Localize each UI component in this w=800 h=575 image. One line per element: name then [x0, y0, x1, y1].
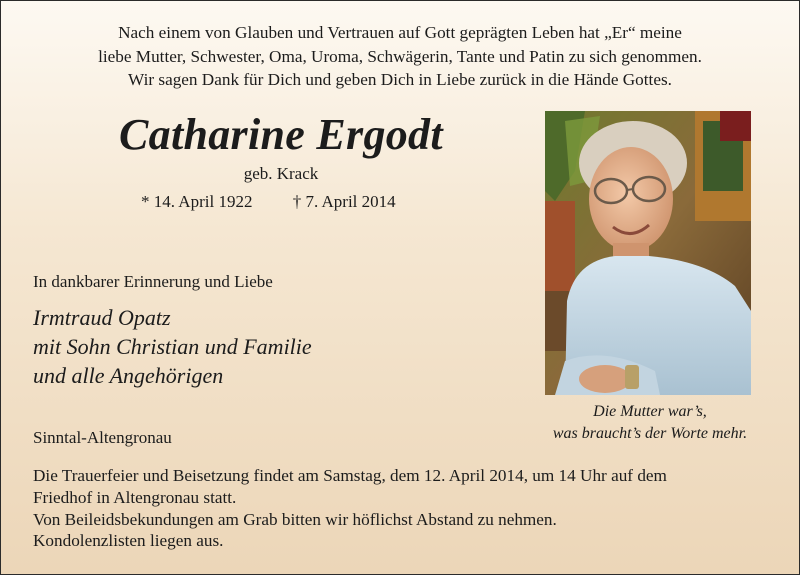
death-date: † 7. April 2014	[292, 192, 396, 211]
funeral-details	[33, 465, 667, 552]
funeral-line: Die Trauerfeier und Beisetzung findet am Samstag, dem 12. April 2014, um 14 Uhr auf dem	[33, 466, 667, 485]
funeral-line: Von Beileidsbekundungen am Grab bitten wir höflichst Abstand zu nehmen.	[33, 509, 557, 529]
portrait-photo	[545, 111, 751, 395]
birth-date: * 14. April 1922	[141, 192, 253, 211]
mourner-line: und alle Angehörigen	[33, 363, 224, 388]
photo-caption	[521, 401, 779, 445]
maiden-name: geb. Krack	[243, 164, 319, 183]
caption-line: Die Mutter war’s,	[593, 403, 707, 420]
mourners-list	[33, 303, 312, 390]
mourner-line: Irmtraud Opatz	[33, 305, 171, 330]
intro-line: Nach einem von Glauben und Vertrauen auf Gott geprägten Leben hat „Er“ meine	[118, 23, 682, 42]
portrait-illustration	[545, 111, 751, 395]
intro-line: Wir sagen Dank für Dich und geben Dich in Liebe zurück in die Hände Gottes.	[128, 70, 672, 89]
caption-line: was braucht’s der Worte mehr.	[552, 425, 748, 442]
funeral-line: Kondolenzlisten liegen aus.	[33, 531, 224, 551]
life-dates	[141, 192, 396, 212]
intro-line: liebe Mutter, Schwester, Oma, Uroma, Schwägerin, Tante und Patin zu sich genommen.	[98, 46, 702, 66]
mourner-line: mit Sohn Christian und Familie	[33, 334, 312, 359]
intro-text	[21, 21, 779, 92]
deceased-name: Catharine Ergodt	[119, 110, 443, 159]
remembrance-text: In dankbarer Erinnerung und Liebe	[33, 272, 273, 291]
place-name: Sinntal-Altengronau	[33, 428, 172, 447]
funeral-line: Friedhof in Altengronau statt.	[33, 487, 237, 507]
